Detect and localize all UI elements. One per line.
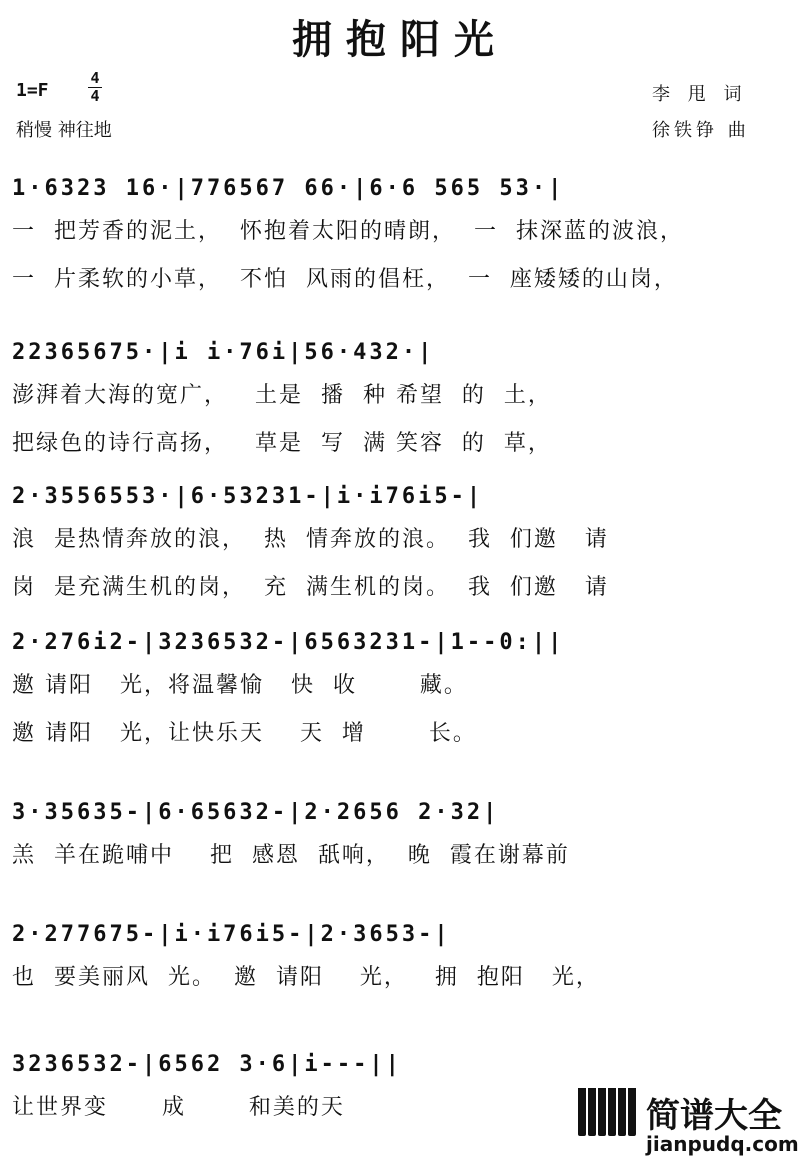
lyric-verse-1: 让世界变 成 和美的天 xyxy=(12,1095,345,1120)
lyric-verse-1: 浪 是热情奔放的浪， 热 情奔放的浪。 我 们邀 请 xyxy=(12,527,609,552)
piano-keys-icon xyxy=(578,1088,640,1136)
lyric-verse-2: 岗 是充满生机的岗， 充 满生机的岗。 我 们邀 请 xyxy=(12,575,609,600)
watermark-brand: 简谱大全 xyxy=(646,1096,782,1136)
watermark-url: jianpudq.com xyxy=(646,1132,799,1156)
lyric-verse-2: 一 片柔软的小草， 不怕 风雨的倡枉， 一 座矮矮的山岗， xyxy=(12,267,678,292)
lyric-verse-1: 邀 请阳 光，将温馨愉 快 收 藏。 xyxy=(12,673,468,698)
notation-line: 2·277675-|i·i76i5-|2·3653-| xyxy=(12,922,451,947)
score-row-6 xyxy=(12,922,792,1042)
lyric-verse-1: 羔 羊在跪哺中 把 感恩 舐响， 晚 霞在谢幕前 xyxy=(12,843,570,868)
notation-line: 3·35635-|6·65632-|2·2656 2·32| xyxy=(12,800,500,825)
score-row-4 xyxy=(12,630,792,750)
lyric-verse-2: 邀 请阳 光，让快乐天 天 增 长。 xyxy=(12,721,477,746)
score-row-7 xyxy=(12,1052,572,1172)
notation-line: 2·276i2-|3236532-|6563231-|1--0:|| xyxy=(12,630,565,655)
key-signature: 1=F xyxy=(16,80,49,101)
score-row-3 xyxy=(12,484,792,604)
lyricist: 李 甩 词 xyxy=(652,84,748,105)
lyric-verse-1: 一 把芳香的泥土， 怀抱着太阳的晴朗， 一 抹深蓝的波浪， xyxy=(12,219,684,244)
time-signature-bottom: 4 xyxy=(90,87,100,105)
notation-line: 2·3556553·|6·53231-|i·i76i5-| xyxy=(12,484,484,509)
lyric-verse-1: 也 要美丽风 光。 邀 请阳 光， 拥 抱阳 光， xyxy=(12,965,600,990)
score-row-1 xyxy=(12,176,792,296)
song-title: 拥抱阳光 xyxy=(292,16,508,63)
score-row-5 xyxy=(12,800,792,920)
composer: 徐铁铮 曲 xyxy=(652,120,750,141)
time-signature-top: 4 xyxy=(90,69,100,87)
time-signature xyxy=(88,70,102,105)
score-row-2 xyxy=(12,340,792,460)
watermark-logo xyxy=(578,1088,798,1156)
lyric-verse-2: 把绿色的诗行高扬， 草是 写 满 笑容 的 草， xyxy=(12,431,552,456)
lyric-verse-1: 澎湃着大海的宽广， 土是 播 种 希望 的 土， xyxy=(12,383,552,408)
notation-line: 3236532-|6562 3·6|i---|| xyxy=(12,1052,402,1077)
notation-line: 1·6323 16·|776567 66·|6·6 565 53·| xyxy=(12,176,565,201)
tempo-marking: 稍慢 神往地 xyxy=(16,120,112,141)
notation-line: 22365675·|i i·76i|56·432·| xyxy=(12,340,435,365)
